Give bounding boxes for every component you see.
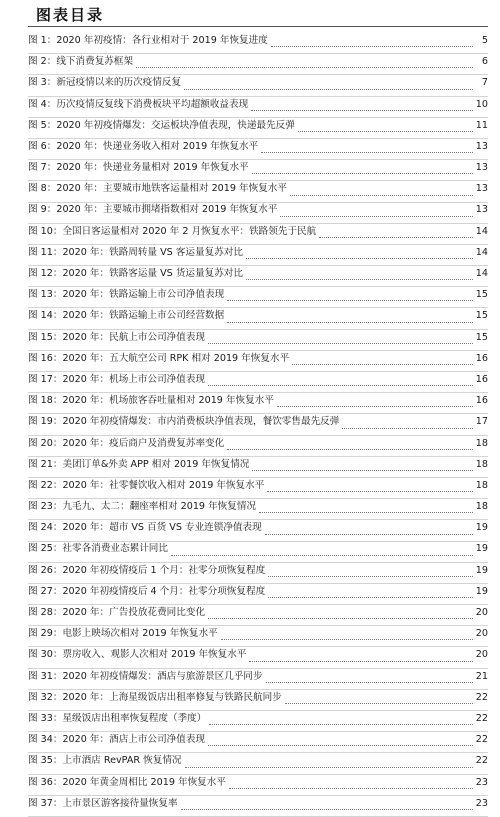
- toc-entry-label: 图 25：社零各消费业态累计同比: [28, 543, 168, 555]
- toc-entry-label: 图 37：上市景区游客接待量恢复率: [28, 797, 178, 809]
- toc-entry-label: 图 9：2020 年：主要城市拥堵指数相对 2019 年恢复水平: [28, 204, 278, 216]
- dot-leader: [171, 554, 473, 556]
- toc-entry-page-number: 18: [475, 458, 488, 470]
- toc-entry-label: 图 3：新冠疫情以来的历次疫情反复: [28, 77, 182, 89]
- toc-entry-page-number: 13: [475, 162, 488, 174]
- toc-entry-page-number: 20: [475, 628, 488, 640]
- dot-leader: [181, 808, 473, 810]
- dot-leader: [246, 278, 473, 280]
- toc-entry-page-number: 19: [475, 522, 488, 534]
- dot-leader: [251, 109, 473, 111]
- toc-entry-page-number: 22: [475, 712, 488, 724]
- toc-entry-label: 图 34：2020 年：酒店上市公司净值表现: [28, 734, 206, 746]
- dot-leader: [252, 172, 473, 174]
- dot-leader: [221, 638, 473, 640]
- toc-entry-label: 图 6：2020 年：快递业务收入相对 2019 年恢复水平: [28, 140, 259, 152]
- toc-entry-page-number: 17: [475, 416, 488, 428]
- dot-leader: [208, 617, 473, 619]
- toc-entry-page-number: 14: [475, 246, 488, 258]
- toc-entry-page-number: 16: [475, 352, 488, 364]
- toc-entry-label: 图 11：2020 年：铁路周转量 VS 客运量复苏对比: [28, 246, 243, 258]
- dot-leader: [280, 215, 472, 217]
- dot-leader: [267, 490, 472, 492]
- toc-entry-label: 图 18：2020 年：机场旅客吞吐量相对 2019 年恢复水平: [28, 395, 274, 407]
- toc-entry-page-number: 16: [475, 395, 488, 407]
- toc-entry-label: 图 30：票房收入、观影人次相对 2019 年恢复水平: [28, 649, 247, 661]
- toc-entry-label: 图 1：2020 年初疫情：各行业相对于 2019 年恢复进度: [28, 34, 268, 46]
- toc-entry-label: 图 24：2020 年：超市 VS 百货 VS 专业连锁净值表现: [28, 522, 262, 534]
- dot-leader: [277, 405, 473, 407]
- dot-leader: [185, 766, 473, 768]
- dot-leader: [227, 321, 473, 323]
- toc-entry-label: 图 20：2020 年：疫后商户及消费复苏率变化: [28, 437, 225, 449]
- toc-entry-page-number: 23: [475, 797, 488, 809]
- dot-leader: [249, 660, 472, 662]
- toc-entry-label: 图 5：2020 年初疫情爆发：交运板块净值表现，快递最先反弹: [28, 119, 295, 131]
- toc-entry-label: 图 7：2020 年：快递业务量相对 2019 年恢复水平: [28, 162, 249, 174]
- toc-entry-page-number: 14: [475, 225, 488, 237]
- toc-entry-label: 图 31：2020 年初疫情爆发：酒店与旅游景区几乎同步: [28, 670, 263, 682]
- dot-leader: [208, 342, 473, 344]
- toc-entry-label: 图 19：2020 年初疫情爆发：市内消费板块净值表现，餐饮零售最先反弹: [28, 416, 340, 428]
- toc-entry-page-number: 18: [475, 479, 488, 491]
- dot-leader: [259, 511, 473, 513]
- dot-leader: [184, 88, 473, 90]
- toc-entry-page-number: 19: [475, 585, 488, 597]
- toc-entry-page-number: 6: [481, 56, 488, 68]
- toc-entry-page-number: 22: [475, 755, 488, 767]
- dot-leader: [290, 194, 473, 196]
- toc-entry-label: 图 22：2020 年：社零餐饮收入相对 2019 年恢复水平: [28, 479, 265, 491]
- toc-entry-page-number: 22: [475, 734, 488, 746]
- toc-entry-label: 图 13：2020 年：铁路运输上市公司净值表现: [28, 289, 225, 301]
- toc-entry[interactable]: [28, 796, 488, 817]
- toc-entry-page-number: 22: [475, 691, 488, 703]
- toc-entry-page-number: 15: [475, 310, 488, 322]
- toc-entry-label: 图 26：2020 年初疫情疫后 1 个月：社零分项恢复程度: [28, 564, 266, 576]
- dot-leader: [268, 575, 473, 577]
- dot-leader: [252, 469, 472, 471]
- toc-entry-page-number: 19: [475, 543, 488, 555]
- toc-entry-label: 图 21：美团订单&外卖 APP 相对 2019 年恢复情况: [28, 458, 250, 470]
- dot-leader: [246, 257, 473, 259]
- dot-leader: [271, 45, 473, 47]
- figure-list: [28, 33, 488, 817]
- dot-leader: [298, 130, 473, 132]
- dot-leader: [261, 151, 473, 153]
- toc-entry-label: 图 35：上市酒店 RevPAR 恢复情况: [28, 755, 182, 767]
- toc-entry-page-number: 20: [475, 607, 488, 619]
- toc-entry-label: 图 8：2020 年：主要城市地铁客运量相对 2019 年恢复水平: [28, 183, 288, 195]
- toc-title: 图表目录: [36, 6, 105, 24]
- dot-leader: [209, 723, 472, 725]
- dot-leader: [208, 384, 473, 386]
- toc-entry-label: 图 2：线下消费复苏框架: [28, 56, 134, 68]
- toc-entry-label: 图 36：2020 年黄金周相比 2019 年恢复水平: [28, 776, 226, 788]
- toc-entry-page-number: 18: [475, 437, 488, 449]
- toc-entry-label: 图 33：星级饭店出租率恢复程度（季度）: [28, 712, 207, 724]
- toc-entry-page-number: 18: [475, 501, 488, 513]
- toc-entry-label: 图 28：2020 年：广告投放花费同比变化: [28, 607, 206, 619]
- toc-entry-page-number: 19: [475, 564, 488, 576]
- dot-leader: [227, 448, 473, 450]
- toc-entry-label: 图 4：历次疫情反复线下消费板块平均超额收益表现: [28, 98, 249, 110]
- toc-entry-page-number: 23: [475, 776, 488, 788]
- toc-entry-label: 图 14：2020 年：铁路运输上市公司经营数据: [28, 310, 225, 322]
- toc-entry-label: 图 29：电影上映场次相对 2019 年恢复水平: [28, 628, 218, 640]
- toc-entry-page-number: 11: [475, 119, 488, 131]
- toc-entry-page-number: 13: [475, 204, 488, 216]
- toc-entry-label: 图 23：九毛九、太二：翻座率相对 2019 年恢复情况: [28, 501, 257, 513]
- dot-leader: [342, 427, 472, 429]
- dot-leader: [136, 66, 473, 68]
- dot-leader: [285, 702, 473, 704]
- toc-entry-page-number: 16: [475, 373, 488, 385]
- dot-leader: [208, 744, 473, 746]
- toc-entry-label: 图 15：2020 年：民航上市公司净值表现: [28, 331, 206, 343]
- toc-entry-page-number: 14: [475, 268, 488, 280]
- dot-leader: [227, 299, 473, 301]
- toc-entry-page-number: 7: [481, 77, 488, 89]
- toc-entry-label: 图 10：全国日客运量相对 2020 年 2 月恢复水平：铁路领先于民航: [28, 225, 317, 237]
- toc-entry-label: 图 27：2020 年初疫情疫后 4 个月：社零分项恢复程度: [28, 585, 266, 597]
- toc-entry-page-number: 21: [475, 670, 488, 682]
- dot-leader: [319, 236, 473, 238]
- toc-entry-page-number: 15: [475, 331, 488, 343]
- toc-entry-page-number: 20: [475, 649, 488, 661]
- toc-entry-page-number: 13: [475, 140, 488, 152]
- toc-entry-label: 图 17：2020 年：机场上市公司净值表现: [28, 373, 206, 385]
- dot-leader: [266, 681, 473, 683]
- title-divider: [28, 26, 488, 27]
- toc-entry-label: 图 16：2020 年：五大航空公司 RPK 相对 2019 年恢复水平: [28, 352, 290, 364]
- toc-entry-page-number: 13: [475, 183, 488, 195]
- toc-entry-page-number: 15: [475, 289, 488, 301]
- toc-entry-label: 图 32：2020 年：上海星级饭店出租率修复与铁路民航同步: [28, 691, 282, 703]
- toc-entry-page-number: 5: [481, 34, 488, 46]
- dot-leader: [265, 533, 473, 535]
- dot-leader: [229, 787, 473, 789]
- dot-leader: [292, 363, 473, 365]
- toc-entry-label: 图 12：2020 年：铁路客运量 VS 货运量复苏对比: [28, 268, 243, 280]
- toc-entry-page-number: 10: [475, 98, 488, 110]
- dot-leader: [268, 596, 473, 598]
